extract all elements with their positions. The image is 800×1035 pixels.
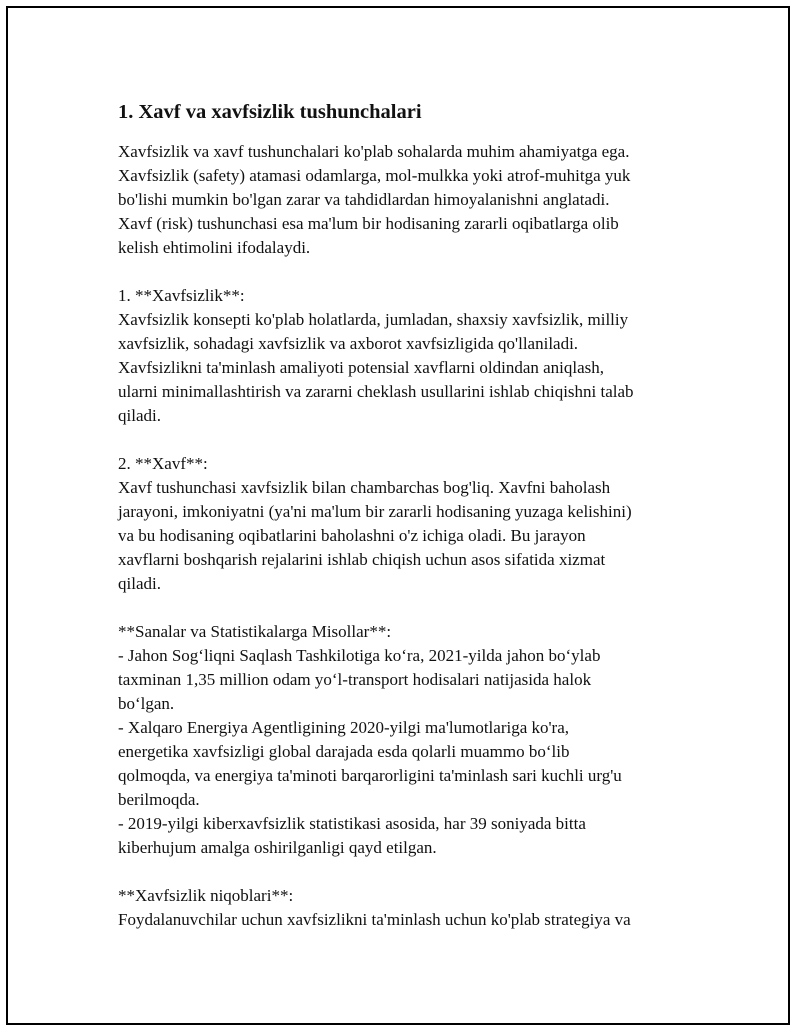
document-page: [6, 6, 790, 1025]
statistics-section: [118, 620, 688, 860]
text-line: - Jahon Sog‘liqni Saqlash Tashkilotiga ko‘ra, 2021-yilda jahon bo‘ylab: [118, 646, 601, 665]
text-line: qiladi.: [118, 574, 161, 593]
text-line: Xavfsizlikni ta'minlash amaliyoti potensial xavflarni oldindan aniqlash,: [118, 358, 605, 377]
text-line: Xavfsizlik va xavf tushunchalari ko'plab sohalarda muhim ahamiyatga ega.: [118, 142, 630, 161]
text-line: ularni minimallashtirish va zararni cheklash usullarini ishlab chiqishni talab: [118, 382, 634, 401]
text-line: kelish ehtimolini ifodalaydi.: [118, 238, 311, 257]
document-body: [118, 98, 688, 932]
measures-section: [118, 884, 688, 932]
text-line: - 2019-yilgi kiberxavfsizlik statistikasi asosida, har 39 soniyada bitta: [118, 814, 586, 833]
text-line: Xavf (risk) tushunchasi esa ma'lum bir hodisaning zararli oqibatlarga olib: [118, 214, 619, 233]
text-line: qolmoqda, va energiya ta'minoti barqarorligini ta'minlash sari kuchli urg'u: [118, 766, 622, 785]
text-line: taxminan 1,35 million odam yo‘l-transport hodisalari natijasida halok: [118, 670, 592, 689]
text-line: xavfsizlik, sohadagi xavfsizlik va axborot xavfsizligida qo'llaniladi.: [118, 334, 579, 353]
text-line: - Xalqaro Energiya Agentligining 2020-yilgi ma'lumotlariga ko'ra,: [118, 718, 570, 737]
text-line: jarayoni, imkoniyatni (ya'ni ma'lum bir zararli hodisaning yuzaga kelishini): [118, 502, 632, 521]
text-line: qiladi.: [118, 406, 161, 425]
text-line: berilmoqda.: [118, 790, 200, 809]
section-title: 1. Xavf va xavfsizlik tushunchalari: [118, 101, 422, 123]
text-line: Xavfsizlik (safety) atamasi odamlarga, mol-mulkka yoki atrof-muhitga yuk: [118, 166, 631, 185]
section-heading: 1. **Xavfsizlik**:: [118, 286, 245, 305]
text-line: xavflarni boshqarish rejalarini ishlab chiqish uchun asos sifatida xizmat: [118, 550, 606, 569]
intro-paragraph: [118, 140, 688, 260]
risk-section: [118, 452, 688, 596]
safety-section: [118, 284, 688, 428]
section-heading: **Xavfsizlik niqoblari**:: [118, 886, 294, 905]
text-line: bo'lishi mumkin bo'lgan zarar va tahdidlardan himoyalanishni anglatadi.: [118, 190, 610, 209]
text-line: bo‘lgan.: [118, 694, 175, 713]
text-line: Xavfsizlik konsepti ko'plab holatlarda, jumladan, shaxsiy xavfsizlik, milliy: [118, 310, 629, 329]
text-line: Foydalanuvchilar uchun xavfsizlikni ta'minlash uchun ko'plab strategiya va: [118, 910, 631, 929]
text-line: Xavf tushunchasi xavfsizlik bilan chambarchas bog'liq. Xavfni baholash: [118, 478, 611, 497]
text-line: energetika xavfsizligi global darajada esda qolarli muammo bo‘lib: [118, 742, 570, 761]
section-heading: 2. **Xavf**:: [118, 454, 208, 473]
text-line: kiberhujum amalga oshirilganligi qayd etilgan.: [118, 838, 437, 857]
section-heading: **Sanalar va Statistikalarga Misollar**:: [118, 622, 392, 641]
text-line: va bu hodisaning oqibatlarini baholashni o'z ichiga oladi. Bu jarayon: [118, 526, 586, 545]
